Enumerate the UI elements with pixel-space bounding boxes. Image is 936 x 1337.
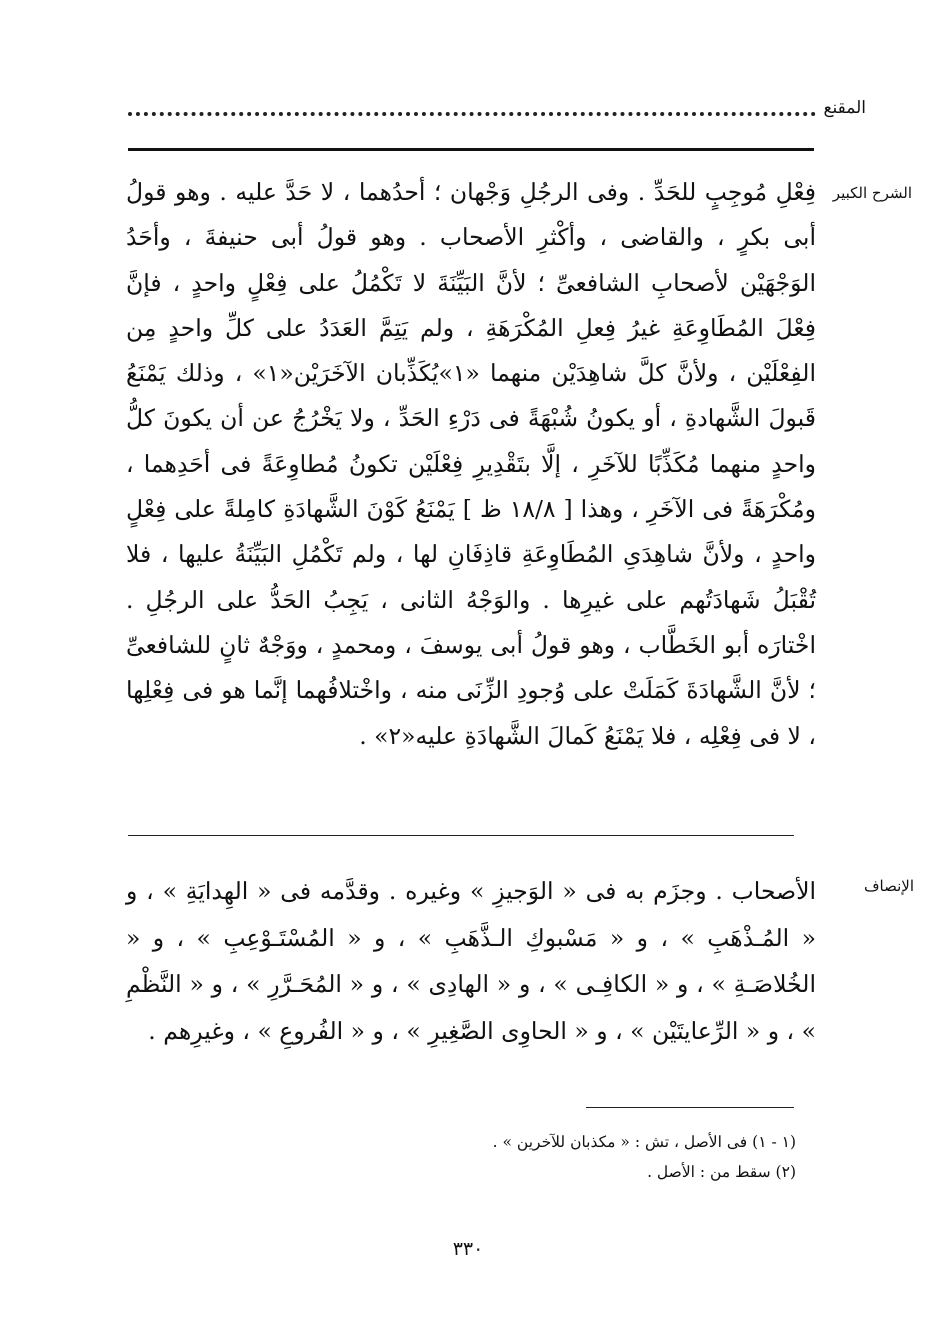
section-label-insaf: الإنصاف [863,877,914,895]
section-label-sharh-kabir: الشرح الكبير [832,184,912,202]
commentary-paragraph: فِعْلِ مُوجِبٍ للحَدِّ . وفى الرجُلِ وَجْهان ؛ أحدُهما ، لا حَدَّ عليه . وهو قولُ أبى بكرٍ ، والقاضى ، وأكْثرِ الأصحاب . وهو قولُ أبى حنيفةَ ، وأحَدُ الوَجْهَيْن لأصحابِ الشافعىِّ ؛ لأنَّ البَيِّنَةَ لا تَكْمُلُ على فِعْلٍ واحدٍ ، فإنَّ فِعْلَ المُطَاوِعَةِ غيرُ فِعلِ المُكْرَهَةِ ، ولم يَتِمَّ العَدَدُ على كلِّ واحدٍ مِن الفِعْلَيْن ، ولأنَّ كلَّ شاهِدَيْن منهما «١»يُكَذِّبان الآخَرَيْن«١» ، وذلك يَمْنَعُ قَبولَ الشَّهادةِ ، أو يكونُ شُبْهَةً فى دَرْءِ الحَدِّ ، ولا يَخْرُجُ عن أن يكونَ كلُّ واحدٍ منهما مُكَذِّبًا للآخَرِ ، إلَّا بتَقْدِيرِ فِعْلَيْن تكونُ مُطاوِعَةً فى أحَدِهما ، ومُكْرَهَةً فى الآخَرِ ، وهذا [ ١٨/٨ ظ ] يَمْنَعُ كَوْنَ الشَّهادَةِ كامِلةً على فِعْلٍ واحدٍ ، ولأنَّ شاهِدَىِ المُطَاوِعَةِ قاذِفَانِ لها ، ولم تَكْمُلِ البَيِّنَةُ عليها ، فلا تُقْبَلُ شَهادَتُهم على غيرِها . والوَجْهُ الثانى ، يَجِبُ الحَدُّ على الرجُلِ . اخْتارَه أبو الخَطَّاب ، وهو قولُ أبى يوسفَ ، ومحمدٍ ، ووَجْهٌ ثانٍ للشافعىِّ ؛ لأنَّ الشَّهادَةَ كَمَلَتْ على وُجودِ الزِّنَى منه ، واخْتلافُهما إنَّما هو فى فِعْلِها ، لا فى فِعْلِه ، فلا يَمْنَعُ كَمالَ الشَّهادَةِ عليه«٢» . [126,178,816,750]
footnote-2: (٢) سقط من : الأصل . [647,1163,796,1181]
footnote-rule [586,1107,794,1108]
page-number: ٣٣٠ [452,1238,484,1260]
section-divider [128,835,794,836]
header-dotted-leader [128,112,816,116]
insaf-paragraph: الأصحاب . وجزَم به فى « الوَجيزِ » وغيره . وقدَّمه فى « الهِدايَةِ » ، و « المُـذْهَبِ » ، و « مَسْبوكِ الـذَّهَبِ » ، و « المُسْتَـوْعِبِ » ، و « الخُلاصَـةِ » ، و « الكافِـى » ، و « الهادِى » ، و « المُحَـرَّرِ » ، و « النَّظْمِ » ، و « الرِّعايتَيْن » ، و « الحاوِى الصَّغِيرِ » ، و « الفُروعِ » ، وغيرِهم . [126,877,816,1045]
footnote-1: (١ - ١) فى الأصل ، تش : « مكذبان للآخرين » . [492,1133,796,1151]
header-rule [128,148,814,151]
running-header-title: المقنع [823,98,866,118]
